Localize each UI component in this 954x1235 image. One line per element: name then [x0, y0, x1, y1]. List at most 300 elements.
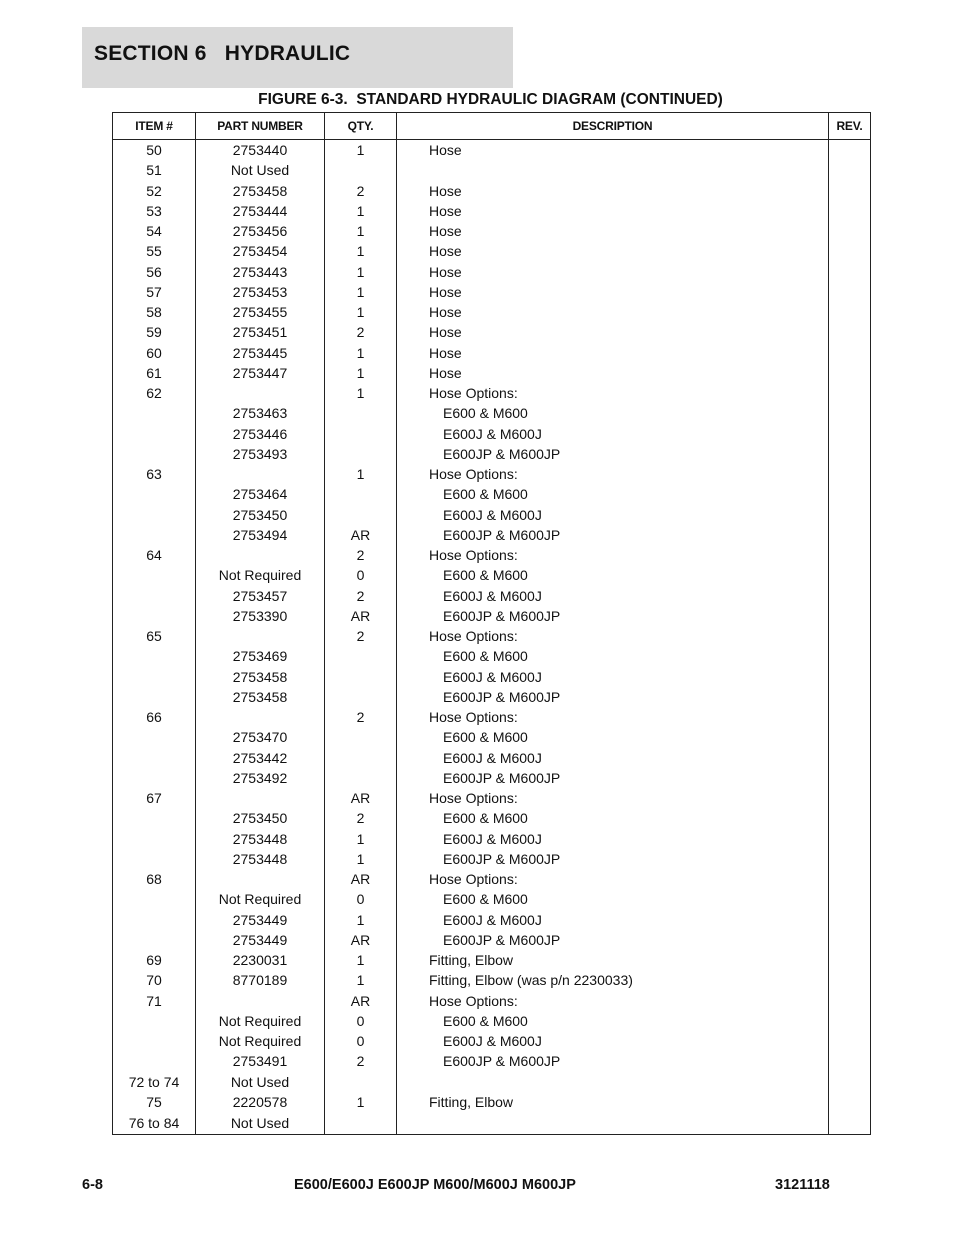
item-cell: 57 [113, 282, 196, 302]
part-number-cell [196, 991, 325, 1011]
rev-cell [829, 910, 871, 930]
item-cell [113, 484, 196, 504]
description-cell: Hose [397, 282, 829, 302]
item-cell: 70 [113, 970, 196, 990]
description-cell: Hose Options: [397, 707, 829, 727]
table-row [113, 565, 871, 585]
table-row [113, 1051, 871, 1071]
part-number-cell: 2230031 [196, 950, 325, 970]
qty-cell: 1 [325, 910, 397, 930]
description-cell: E600J & M600J [397, 829, 829, 849]
part-number-cell: 2753493 [196, 444, 325, 464]
rev-cell [829, 667, 871, 687]
part-number-cell: 2753470 [196, 727, 325, 747]
part-number-cell: 2753492 [196, 768, 325, 788]
item-cell: 65 [113, 626, 196, 646]
footer-models: E600/E600J E600JP M600/M600J M600JP [294, 1177, 576, 1193]
item-cell: 62 [113, 383, 196, 403]
item-cell [113, 646, 196, 666]
part-number-cell: 2753390 [196, 606, 325, 626]
part-number-cell: 2753451 [196, 322, 325, 342]
item-cell [113, 586, 196, 606]
description-cell: E600J & M600J [397, 505, 829, 525]
qty-cell [325, 160, 397, 180]
description-cell: E600J & M600J [397, 586, 829, 606]
description-cell: E600 & M600 [397, 565, 829, 585]
part-number-cell: 2753456 [196, 221, 325, 241]
table-row [113, 181, 871, 201]
part-number-cell: Not Used [196, 160, 325, 180]
rev-cell [829, 970, 871, 990]
description-cell: Hose [397, 181, 829, 201]
rev-cell [829, 282, 871, 302]
qty-cell: 1 [325, 464, 397, 484]
rev-cell [829, 788, 871, 808]
part-number-cell: 2753450 [196, 808, 325, 828]
table-row [113, 241, 871, 261]
description-cell: Hose [397, 322, 829, 342]
rev-cell [829, 687, 871, 707]
rev-cell [829, 768, 871, 788]
table-row [113, 707, 871, 727]
table-row [113, 201, 871, 221]
table-header-row [113, 113, 871, 140]
qty-cell: 1 [325, 950, 397, 970]
qty-cell [325, 768, 397, 788]
table-row [113, 889, 871, 909]
table-row [113, 1112, 871, 1135]
part-number-cell: Not Used [196, 1072, 325, 1092]
part-number-cell [196, 545, 325, 565]
table-row [113, 748, 871, 768]
qty-cell [325, 646, 397, 666]
rev-cell [829, 383, 871, 403]
description-cell: E600J & M600J [397, 667, 829, 687]
rev-cell [829, 505, 871, 525]
table-row [113, 403, 871, 423]
item-cell [113, 930, 196, 950]
section-title: SECTION 6 HYDRAULIC [94, 42, 351, 65]
table-row [113, 727, 871, 747]
table-row [113, 910, 871, 930]
part-number-cell: 2753494 [196, 525, 325, 545]
description-cell: E600JP & M600JP [397, 606, 829, 626]
description-cell: E600JP & M600JP [397, 444, 829, 464]
qty-cell [325, 748, 397, 768]
qty-cell: 1 [325, 1092, 397, 1112]
rev-cell [829, 181, 871, 201]
section-header [82, 27, 513, 88]
item-cell [113, 889, 196, 909]
table-row [113, 505, 871, 525]
item-cell: 50 [113, 140, 196, 161]
table-row [113, 302, 871, 322]
item-cell [113, 1031, 196, 1051]
item-cell: 58 [113, 302, 196, 322]
item-cell [113, 505, 196, 525]
part-number-cell: 8770189 [196, 970, 325, 990]
qty-cell [325, 667, 397, 687]
qty-cell: 1 [325, 849, 397, 869]
item-cell: 67 [113, 788, 196, 808]
rev-cell [829, 707, 871, 727]
item-cell [113, 565, 196, 585]
header-description: DESCRIPTION [397, 113, 829, 140]
item-cell: 61 [113, 363, 196, 383]
item-cell [113, 667, 196, 687]
rev-cell [829, 626, 871, 646]
part-number-cell: 2753449 [196, 930, 325, 950]
rev-cell [829, 748, 871, 768]
part-number-cell: Not Required [196, 1011, 325, 1031]
item-cell: 76 to 84 [113, 1112, 196, 1135]
item-cell [113, 424, 196, 444]
description-cell: Fitting, Elbow [397, 950, 829, 970]
part-number-cell: 2753464 [196, 484, 325, 504]
table-row [113, 282, 871, 302]
qty-cell: 1 [325, 343, 397, 363]
description-cell: E600 & M600 [397, 808, 829, 828]
part-number-cell: 2220578 [196, 1092, 325, 1112]
part-number-cell: 2753469 [196, 646, 325, 666]
item-cell [113, 910, 196, 930]
part-number-cell: 2753450 [196, 505, 325, 525]
rev-cell [829, 1011, 871, 1031]
rev-cell [829, 403, 871, 423]
description-cell: E600JP & M600JP [397, 768, 829, 788]
description-cell: Hose [397, 363, 829, 383]
qty-cell: 1 [325, 363, 397, 383]
table-row [113, 991, 871, 1011]
table-row [113, 586, 871, 606]
rev-cell [829, 930, 871, 950]
part-number-cell: Not Required [196, 1031, 325, 1051]
qty-cell [325, 484, 397, 504]
rev-cell [829, 363, 871, 383]
table-row [113, 768, 871, 788]
qty-cell: AR [325, 788, 397, 808]
qty-cell: 2 [325, 545, 397, 565]
qty-cell: 1 [325, 201, 397, 221]
description-cell: E600J & M600J [397, 910, 829, 930]
part-number-cell: 2753463 [196, 403, 325, 423]
qty-cell: 1 [325, 140, 397, 161]
table-row [113, 262, 871, 282]
part-number-cell: 2753449 [196, 910, 325, 930]
rev-cell [829, 140, 871, 161]
part-number-cell: 2753458 [196, 667, 325, 687]
header-part-number: PART NUMBER [196, 113, 325, 140]
table-row [113, 788, 871, 808]
table-row [113, 424, 871, 444]
description-cell: E600 & M600 [397, 646, 829, 666]
table-row [113, 1011, 871, 1031]
table-row [113, 1092, 871, 1112]
part-number-cell: 2753453 [196, 282, 325, 302]
table-row [113, 646, 871, 666]
description-cell [397, 1112, 829, 1135]
item-cell [113, 768, 196, 788]
item-cell [113, 748, 196, 768]
rev-cell [829, 808, 871, 828]
description-cell [397, 1072, 829, 1092]
qty-cell [325, 687, 397, 707]
table-body [113, 140, 871, 1135]
part-number-cell: 2753455 [196, 302, 325, 322]
qty-cell: 0 [325, 1011, 397, 1031]
table-row [113, 950, 871, 970]
qty-cell [325, 424, 397, 444]
qty-cell [325, 1072, 397, 1092]
table-row [113, 970, 871, 990]
part-number-cell: 2753440 [196, 140, 325, 161]
table-row [113, 525, 871, 545]
part-number-cell [196, 788, 325, 808]
table-row [113, 484, 871, 504]
qty-cell: 2 [325, 586, 397, 606]
table-row [113, 829, 871, 849]
item-cell [113, 829, 196, 849]
description-cell: Hose Options: [397, 545, 829, 565]
item-cell [113, 1051, 196, 1071]
description-cell: Hose Options: [397, 869, 829, 889]
item-cell: 59 [113, 322, 196, 342]
rev-cell [829, 424, 871, 444]
part-number-cell: 2753442 [196, 748, 325, 768]
description-cell: Hose Options: [397, 788, 829, 808]
part-number-cell: 2753448 [196, 849, 325, 869]
qty-cell: AR [325, 991, 397, 1011]
qty-cell [325, 727, 397, 747]
table-row [113, 545, 871, 565]
description-cell: E600J & M600J [397, 424, 829, 444]
description-cell: Hose [397, 302, 829, 322]
rev-cell [829, 545, 871, 565]
rev-cell [829, 1031, 871, 1051]
part-number-cell: 2753443 [196, 262, 325, 282]
qty-cell: 1 [325, 383, 397, 403]
rev-cell [829, 586, 871, 606]
part-number-cell: 2753444 [196, 201, 325, 221]
item-cell: 60 [113, 343, 196, 363]
description-cell: Fitting, Elbow (was p/n 2230033) [397, 970, 829, 990]
description-cell: Hose [397, 241, 829, 261]
part-number-cell [196, 464, 325, 484]
figure-title: FIGURE 6-3. STANDARD HYDRAULIC DIAGRAM (CONTINUED) [258, 91, 723, 108]
rev-cell [829, 322, 871, 342]
rev-cell [829, 950, 871, 970]
part-number-cell [196, 707, 325, 727]
description-cell: E600 & M600 [397, 727, 829, 747]
rev-cell [829, 727, 871, 747]
description-cell: Fitting, Elbow [397, 1092, 829, 1112]
qty-cell: 2 [325, 626, 397, 646]
rev-cell [829, 1112, 871, 1135]
description-cell: E600JP & M600JP [397, 687, 829, 707]
rev-cell [829, 889, 871, 909]
rev-cell [829, 606, 871, 626]
item-cell: 63 [113, 464, 196, 484]
item-cell [113, 849, 196, 869]
description-cell: E600 & M600 [397, 484, 829, 504]
description-cell: Hose [397, 343, 829, 363]
item-cell [113, 727, 196, 747]
rev-cell [829, 262, 871, 282]
rev-cell [829, 829, 871, 849]
rev-cell [829, 221, 871, 241]
table-row [113, 444, 871, 464]
qty-cell: 1 [325, 262, 397, 282]
table-row [113, 160, 871, 180]
table-row [113, 1072, 871, 1092]
qty-cell: 0 [325, 565, 397, 585]
part-number-cell: 2753445 [196, 343, 325, 363]
part-number-cell [196, 383, 325, 403]
item-cell: 75 [113, 1092, 196, 1112]
part-number-cell [196, 626, 325, 646]
footer-doc-number: 3121118 [775, 1177, 830, 1193]
rev-cell [829, 444, 871, 464]
rev-cell [829, 241, 871, 261]
rev-cell [829, 565, 871, 585]
qty-cell: AR [325, 869, 397, 889]
table-row [113, 1031, 871, 1051]
qty-cell: 1 [325, 970, 397, 990]
part-number-cell: 2753448 [196, 829, 325, 849]
rev-cell [829, 160, 871, 180]
qty-cell: 2 [325, 181, 397, 201]
qty-cell: 2 [325, 1051, 397, 1071]
part-number-cell [196, 869, 325, 889]
item-cell: 71 [113, 991, 196, 1011]
item-cell: 69 [113, 950, 196, 970]
header-item: ITEM # [113, 113, 196, 140]
description-cell: E600J & M600J [397, 748, 829, 768]
rev-cell [829, 849, 871, 869]
item-cell: 55 [113, 241, 196, 261]
item-cell [113, 403, 196, 423]
table-row [113, 140, 871, 161]
table-row [113, 808, 871, 828]
description-cell: E600 & M600 [397, 889, 829, 909]
rev-cell [829, 201, 871, 221]
table-row [113, 322, 871, 342]
item-cell: 68 [113, 869, 196, 889]
description-cell: E600JP & M600JP [397, 930, 829, 950]
part-number-cell: 2753458 [196, 687, 325, 707]
qty-cell: AR [325, 606, 397, 626]
item-cell [113, 808, 196, 828]
qty-cell [325, 1112, 397, 1135]
table-row [113, 849, 871, 869]
description-cell: E600JP & M600JP [397, 525, 829, 545]
description-cell: Hose Options: [397, 991, 829, 1011]
rev-cell [829, 1092, 871, 1112]
part-number-cell: 2753446 [196, 424, 325, 444]
part-number-cell: Not Used [196, 1112, 325, 1135]
qty-cell [325, 505, 397, 525]
description-cell: Hose [397, 262, 829, 282]
qty-cell: 1 [325, 302, 397, 322]
part-number-cell: 2753454 [196, 241, 325, 261]
item-cell: 72 to 74 [113, 1072, 196, 1092]
table-row [113, 606, 871, 626]
rev-cell [829, 646, 871, 666]
description-cell: Hose Options: [397, 626, 829, 646]
description-cell: E600J & M600J [397, 1031, 829, 1051]
rev-cell [829, 869, 871, 889]
rev-cell [829, 343, 871, 363]
item-cell: 52 [113, 181, 196, 201]
table-row [113, 626, 871, 646]
item-cell [113, 687, 196, 707]
description-cell: Hose [397, 201, 829, 221]
qty-cell: 1 [325, 241, 397, 261]
description-cell: E600JP & M600JP [397, 1051, 829, 1071]
qty-cell: 1 [325, 829, 397, 849]
part-number-cell: 2753491 [196, 1051, 325, 1071]
footer-page-number: 6-8 [82, 1177, 103, 1193]
table-row [113, 930, 871, 950]
part-number-cell: Not Required [196, 889, 325, 909]
qty-cell: 1 [325, 282, 397, 302]
qty-cell: AR [325, 930, 397, 950]
description-cell [397, 160, 829, 180]
table-row [113, 869, 871, 889]
description-cell: Hose [397, 221, 829, 241]
table-row [113, 687, 871, 707]
item-cell [113, 444, 196, 464]
item-cell [113, 606, 196, 626]
qty-cell: 0 [325, 1031, 397, 1051]
qty-cell: 2 [325, 808, 397, 828]
table-row [113, 667, 871, 687]
part-number-cell: 2753447 [196, 363, 325, 383]
rev-cell [829, 1072, 871, 1092]
qty-cell: 0 [325, 889, 397, 909]
table-row [113, 343, 871, 363]
item-cell [113, 525, 196, 545]
description-cell: Hose [397, 140, 829, 161]
part-number-cell: 2753457 [196, 586, 325, 606]
description-cell: Hose Options: [397, 464, 829, 484]
part-number-cell: Not Required [196, 565, 325, 585]
header-rev: REV. [829, 113, 871, 140]
description-cell: Hose Options: [397, 383, 829, 403]
item-cell: 66 [113, 707, 196, 727]
item-cell: 56 [113, 262, 196, 282]
qty-cell [325, 444, 397, 464]
part-number-cell: 2753458 [196, 181, 325, 201]
item-cell [113, 1011, 196, 1031]
qty-cell: 2 [325, 707, 397, 727]
rev-cell [829, 1051, 871, 1071]
rev-cell [829, 484, 871, 504]
item-cell: 54 [113, 221, 196, 241]
table-row [113, 383, 871, 403]
header-qty: QTY. [325, 113, 397, 140]
rev-cell [829, 464, 871, 484]
qty-cell: AR [325, 525, 397, 545]
table-row [113, 464, 871, 484]
item-cell: 51 [113, 160, 196, 180]
qty-cell: 2 [325, 322, 397, 342]
rev-cell [829, 991, 871, 1011]
description-cell: E600 & M600 [397, 1011, 829, 1031]
description-cell: E600 & M600 [397, 403, 829, 423]
item-cell: 64 [113, 545, 196, 565]
table-row [113, 363, 871, 383]
